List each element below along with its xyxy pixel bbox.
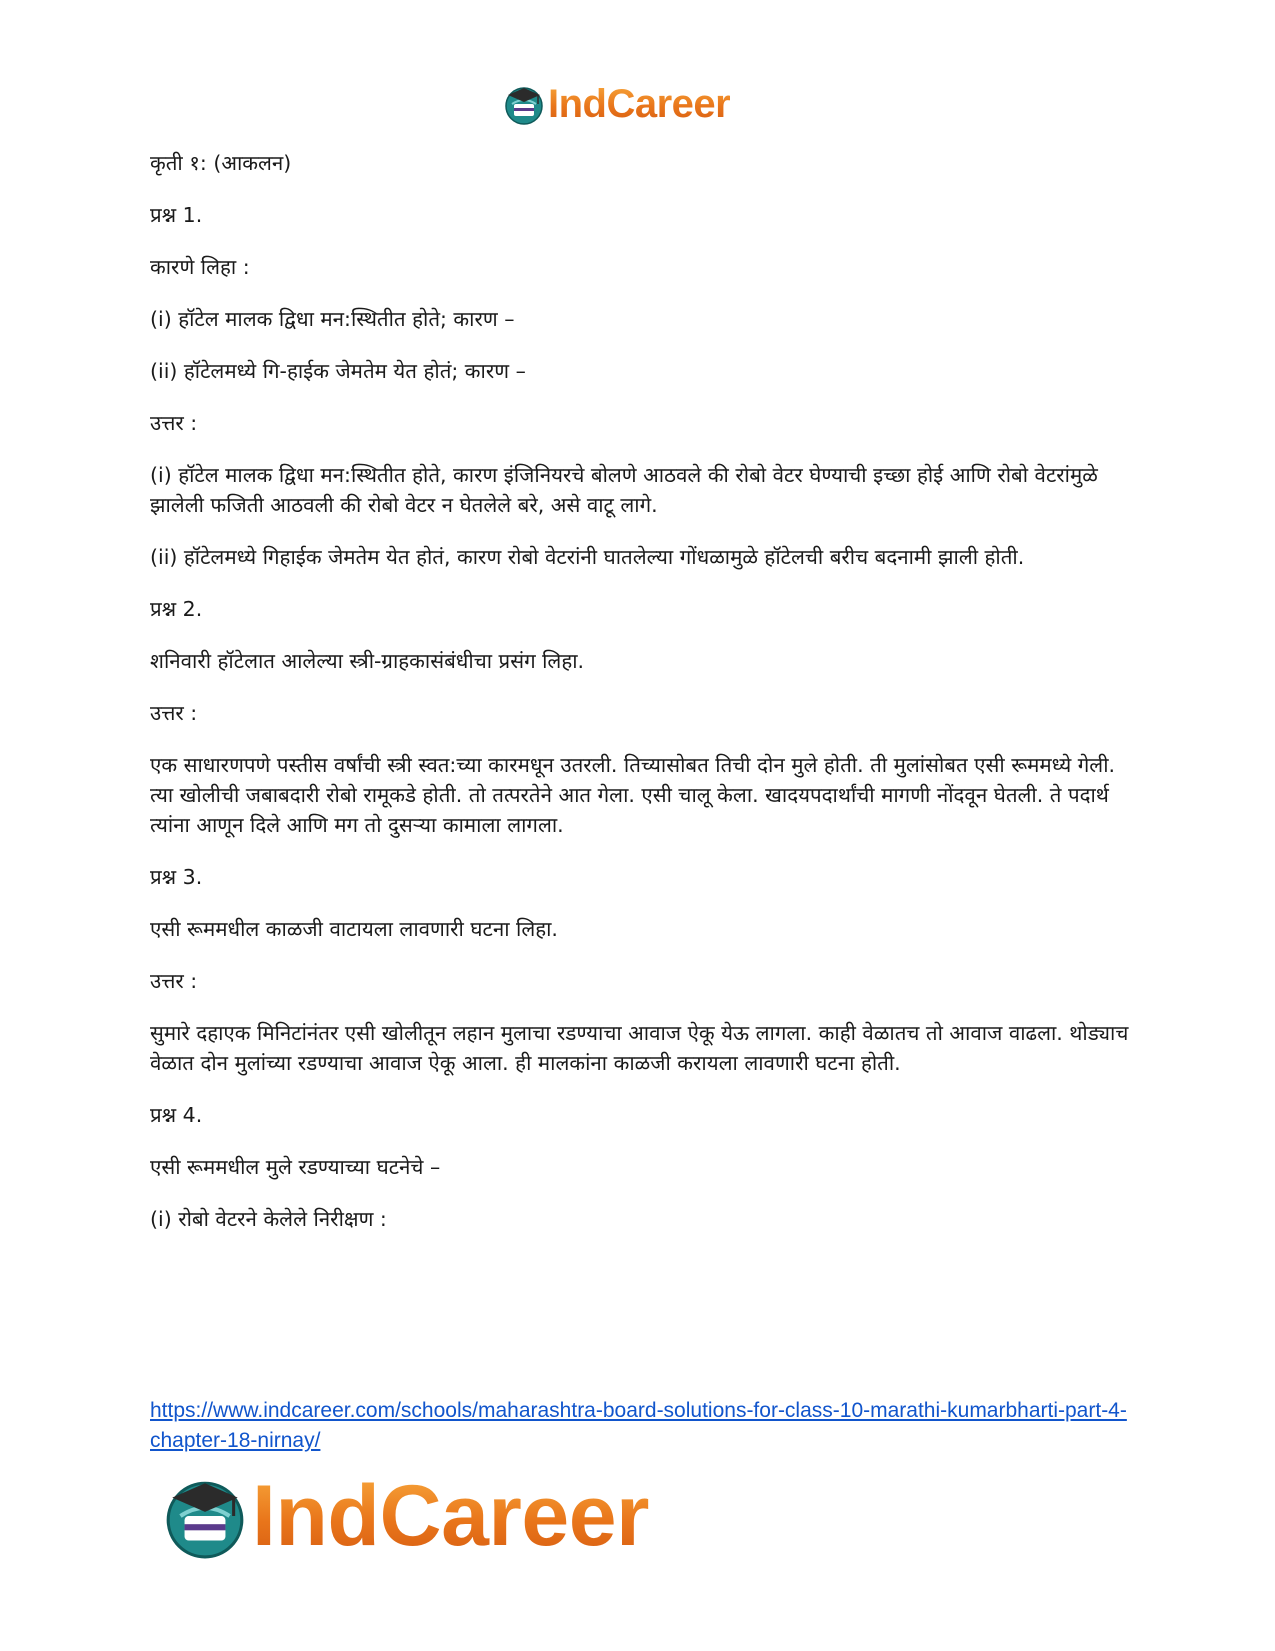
question-subpart: (i) हॉटेल मालक द्विधा मन:स्थितीत होते; कारण – <box>150 307 515 331</box>
question-number: प्रश्न 2. <box>150 597 203 621</box>
question-text: एसी रूममधील मुले रडण्याच्या घटनेचे – <box>150 1155 441 1179</box>
chapter-url-link[interactable]: https://www.indcareer.com/schools/maharashtra-board-solutions-for-class-10-marathi-kumarbharti-part-4-chapter-18-nirnay/ <box>150 1399 1127 1452</box>
answer-text: सुमारे दहाएक मिनिटांनंतर एसी खोलीतून लहान मुलाचा रडण्याचा आवाज ऐकू येऊ लागला. काही वेळातच तो आवाज वाढला. थोड्याच वेळात दोन मुलांच्या रडण्याचा आवाज ऐकू आला. ही मालकांना काळजी करायला लावणारी घटना होती. <box>150 1021 1129 1075</box>
question-text: शनिवारी हॉटेलात आलेल्या स्त्री-ग्राहकासंबंधीचा प्रसंग लिहा. <box>150 649 585 673</box>
question-number: प्रश्न 1. <box>150 203 203 227</box>
graduation-globe-icon <box>502 82 546 126</box>
question-text: कारणे लिहा : <box>150 255 250 279</box>
answer-text: एक साधारणपणे पस्तीस वर्षांची स्त्री स्वत:च्या कारमधून उतरली. तिच्यासोबत तिची दोन मुले होती. ती मुलांसोबत एसी रूममध्ये गेली. त्या खोलीची जबाबदारी रोबो रामूकडे होती. तो तत्परतेने आत गेला. एसी चालू केला. खादयपदार्थांची मागणी नोंदवून घेतली. ते पदार्थ त्यांना आणून दिले आणि मग तो दुसऱ्या कामाला लागला. <box>150 753 1116 837</box>
question-subpart: (ii) हॉटेलमध्ये गि-हाईक जेमतेम येत होतं; कारण – <box>150 359 526 383</box>
document-body <box>150 148 1135 1256</box>
logo-wordmark: IndCareer <box>548 82 731 126</box>
answer-label: उत्तर : <box>150 701 198 725</box>
answer-label: उत्तर : <box>150 969 198 993</box>
graduation-globe-icon <box>160 1471 250 1561</box>
answer-label: उत्तर : <box>150 411 198 435</box>
section-heading: कृती १: (आकलन) <box>150 151 292 175</box>
answer-text: (ii) हॉटेलमध्ये गिहाईक जेमतेम येत होतं, कारण रोबो वेटरांनी घातलेल्या गोंधळामुळे हॉटेलची बरीच बदनामी झाली होती. <box>150 545 1025 569</box>
indcareer-logo-top <box>502 80 730 128</box>
question-number: प्रश्न 3. <box>150 865 203 889</box>
question-text: एसी रूममधील काळजी वाटायला लावणारी घटना लिहा. <box>150 917 558 941</box>
question-number: प्रश्न 4. <box>150 1103 203 1127</box>
answer-text: (i) हॉटेल मालक द्विधा मन:स्थितीत होते, कारण इंजिनियरचे बोलणे आठवले की रोबो वेटर घेण्याची इच्छा होई आणि रोबो वेटरांमुळे झालेली फजिती आठवली की रोबो वेटर न घेतलेले बरे, असे वाटू लागे. <box>150 463 1098 517</box>
indcareer-logo-bottom <box>160 1470 649 1562</box>
logo-wordmark: IndCareer <box>252 1468 649 1564</box>
question-subpart: (i) रोबो वेटरने केलेले निरीक्षण : <box>150 1207 387 1231</box>
